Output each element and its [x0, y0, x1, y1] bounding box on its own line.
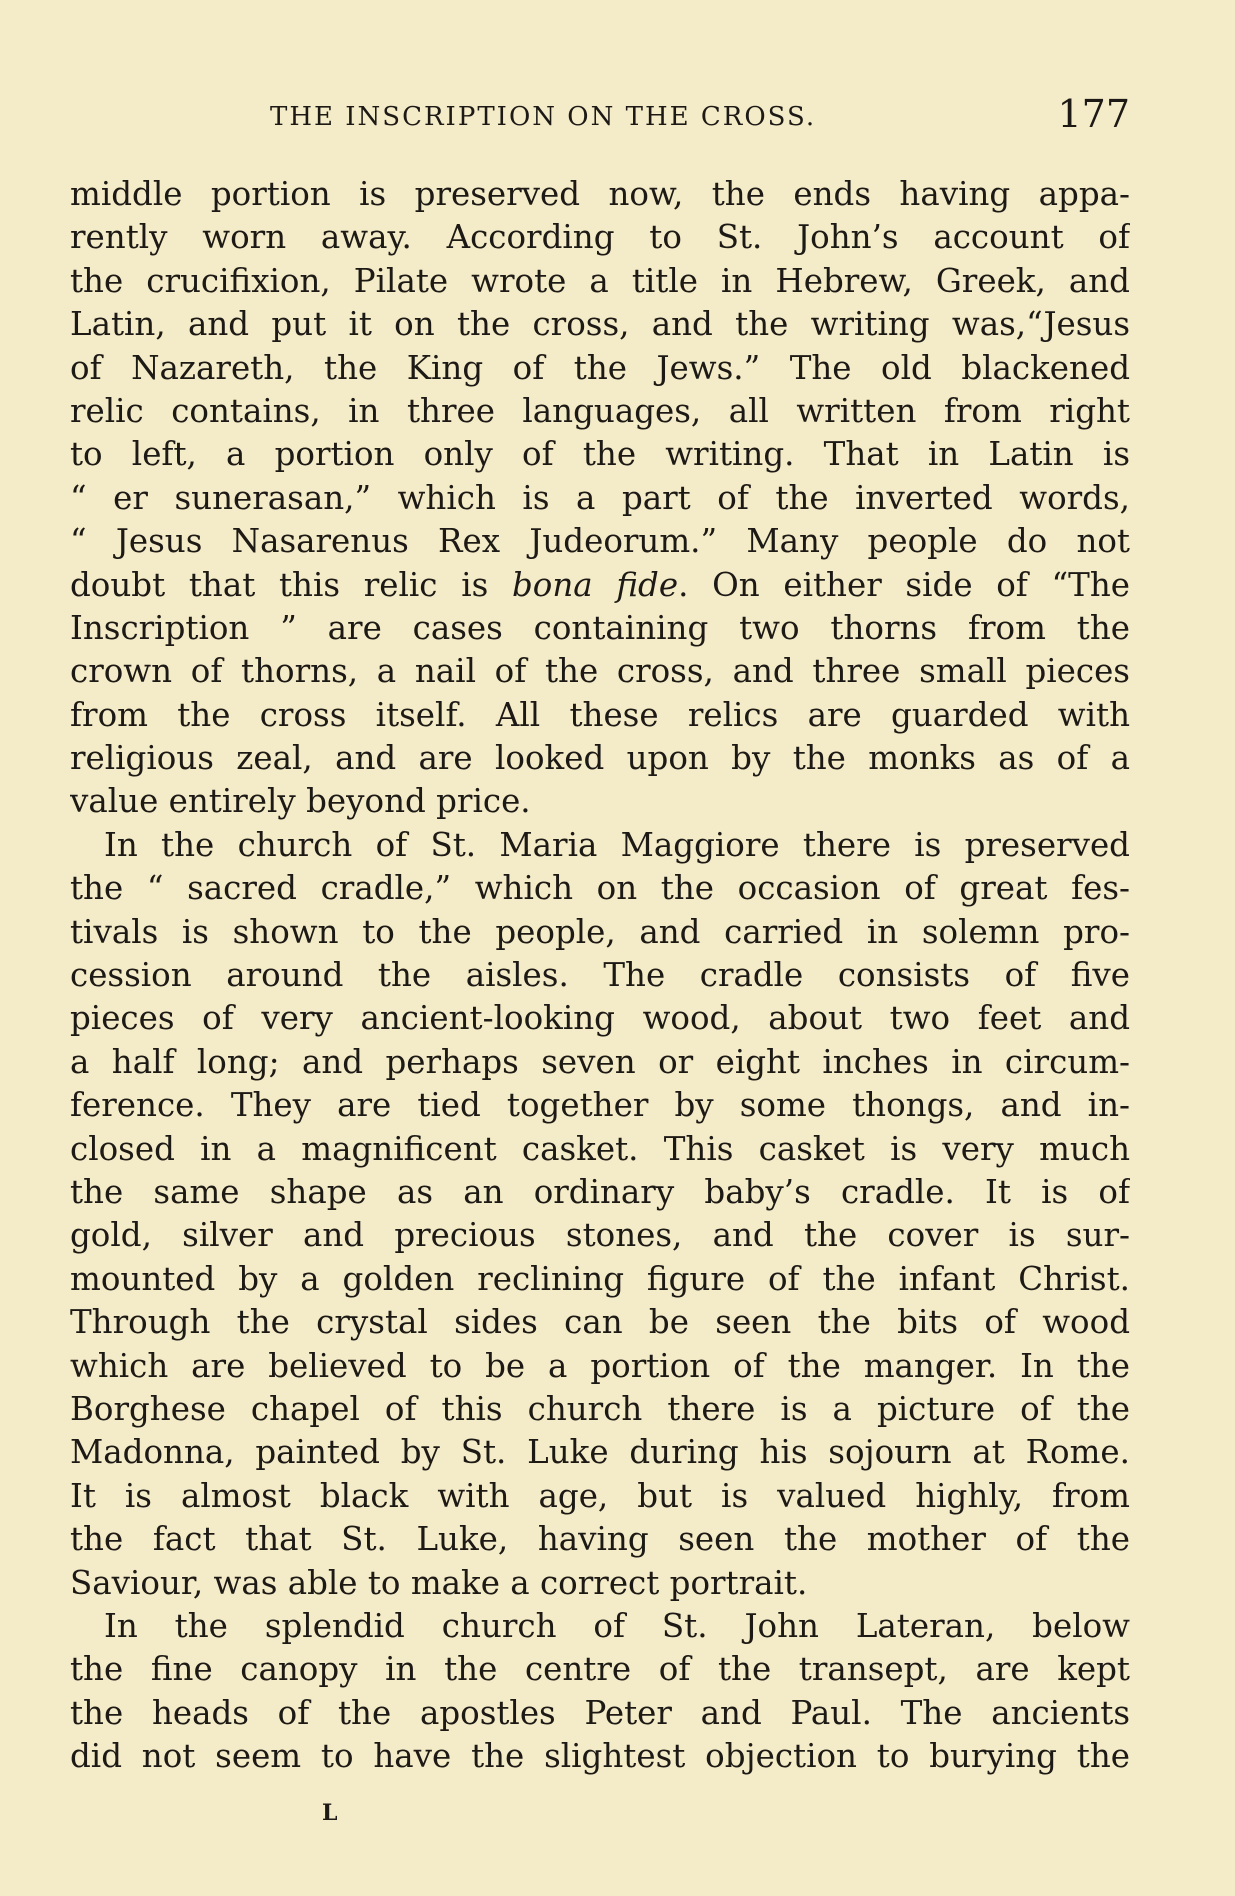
text-line: Latin, and put it on the cross, and the writing was,“Jesus [70, 305, 1130, 344]
italic-phrase: bona fide [511, 565, 679, 604]
text-line: the crucifixion, Pilate wrote a title in Hebrew, Greek, and [70, 261, 1130, 300]
text-line: of Nazareth, the King of the Jews.” The old blackened [70, 348, 1130, 387]
running-head [70, 92, 1130, 142]
text-line: a half long; and perhaps seven or eight inches in circum- [70, 1042, 1130, 1081]
text-line: from the cross itself. All these relics are guarded with [70, 695, 1130, 734]
text-line: It is almost black with age, but is valued highly, from [70, 1476, 1130, 1515]
text-line: Inscription ” are cases containing two thorns from the [70, 608, 1130, 647]
text-line: closed in a magnificent casket. This casket is very much [70, 1129, 1130, 1168]
text-line: the heads of the apostles Peter and Paul. The ancients [70, 1693, 1130, 1732]
text-line: ference. They are tied together by some thongs, and in- [70, 1086, 1130, 1125]
text-line: pieces of very ancient-looking wood, about two feet and [70, 999, 1130, 1038]
signature-mark: L [322, 1800, 338, 1826]
text-line: gold, silver and precious stones, and the cover is sur- [70, 1216, 1130, 1255]
text-line: relic contains, in three languages, all written from right [70, 391, 1130, 430]
text-line: the “ sacred cradle,” which on the occasion of great fes- [70, 869, 1130, 908]
text-line: the same shape as an ordinary baby’s cradle. It is of [70, 1172, 1130, 1211]
text-line: middle portion is preserved now, the ends having appa- [70, 175, 1130, 213]
text-line: Through the crystal sides can be seen the bits of wood [70, 1303, 1130, 1342]
text-line: tivals is shown to the people, and carried in solemn pro- [70, 912, 1130, 951]
text-line: the fine canopy in the centre of the transept, are kept [70, 1650, 1130, 1689]
paragraph-start-line: In the church of St. Maria Maggiore there is preserved [104, 825, 1130, 864]
text-line: cession around the aisles. The cradle consists of five [70, 956, 1130, 995]
paragraph-start-line: In the splendid church of St. John Lateran, below [104, 1606, 1130, 1645]
text-line: doubt that this relic is bona fide. On either side of “The [70, 565, 1130, 604]
text-line: crown of thorns, a nail of the cross, and three small pieces [70, 652, 1130, 691]
text-line: rently worn away. According to St. John’s account of [70, 218, 1130, 257]
text-line: mounted by a golden reclining figure of the infant Christ. [70, 1259, 1130, 1298]
text-line: to left, a portion only of the writing. That in Latin is [70, 435, 1130, 474]
text-line: religious zeal, and are looked upon by the monks as of a [70, 739, 1130, 778]
text-line: “ er sunerasan,” which is a part of the inverted words, [70, 478, 1130, 517]
text-line: Madonna, painted by St. Luke during his sojourn at Rome. [70, 1433, 1130, 1472]
text-line: did not seem to have the slightest objection to burying the [70, 1737, 1130, 1776]
text-line: Borghese chapel of this church there is a picture of the [70, 1389, 1130, 1428]
paragraph-end-line: Saviour, was able to make a correct portrait. [70, 1563, 808, 1602]
text-line: the fact that St. Luke, having seen the mother of the [70, 1520, 1130, 1559]
body-text [70, 173, 1130, 1778]
running-title: THE INSCRIPTION ON THE CROSS. [270, 102, 817, 132]
text-line: which are believed to be a portion of the manger. In the [70, 1346, 1130, 1385]
paragraph-end-line: value entirely beyond price. [70, 782, 531, 821]
page-number: 177 [1057, 92, 1130, 136]
text-line: “ Jesus Nasarenus Rex Judeorum.” Many people do not [70, 522, 1130, 561]
